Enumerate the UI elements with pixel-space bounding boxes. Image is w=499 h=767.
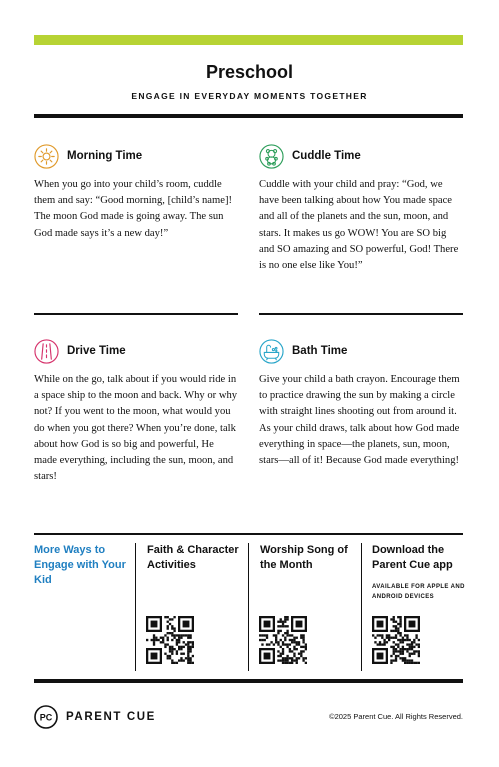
section-body: When you go into your child’s room, cuddle them and say: “Good morning, [child’s name]! The moon God made is going away. The sun God made says it’s a new day!” bbox=[34, 179, 232, 239]
qr-code-worship-song[interactable] bbox=[259, 616, 307, 664]
section-title: Morning Time bbox=[67, 150, 143, 162]
accent-bar bbox=[34, 35, 463, 45]
section-bath-time bbox=[259, 338, 464, 469]
qr-code-faith-character[interactable] bbox=[146, 616, 194, 664]
resource-title: Download the Parent Cue app bbox=[372, 544, 453, 571]
page-subtitle: ENGAGE IN EVERYDAY MOMENTS TOGETHER bbox=[131, 91, 368, 101]
column-divider bbox=[248, 543, 249, 671]
resource-title: Worship Song of the Month bbox=[260, 544, 348, 571]
brand-name: PARENT CUE bbox=[66, 711, 156, 723]
parent-cue-logo bbox=[34, 705, 156, 729]
more-ways-text: More Ways to Engage with Your Kid bbox=[34, 544, 126, 586]
section-divider bbox=[34, 313, 238, 315]
header-divider bbox=[34, 114, 463, 118]
resources-divider bbox=[34, 533, 463, 535]
more-ways-heading bbox=[34, 543, 130, 588]
resource-faith-character[interactable] bbox=[147, 543, 239, 573]
section-title: Drive Time bbox=[67, 345, 126, 357]
sun-icon bbox=[34, 144, 59, 169]
logo-mark-text: PC bbox=[39, 712, 53, 723]
column-divider bbox=[135, 543, 136, 671]
column-divider bbox=[361, 543, 362, 671]
resource-note: AVAILABLE FOR APPLE AND ANDROID DEVICES bbox=[372, 584, 465, 600]
section-body: While on the go, talk about if you would ride in a space ship to the moon and back. Why or why not? If you went to the moon, what would you do when you got there? When you’re done, talk about how God is so big and powerful, He made everything, including the sun, moon, and stars! bbox=[34, 374, 238, 483]
bathtub-icon bbox=[259, 339, 284, 364]
teddy-bear-icon bbox=[259, 144, 284, 169]
resource-title: Faith & Character Activities bbox=[147, 544, 239, 571]
copyright-text: ©2025 Parent Cue. All Rights Reserved. bbox=[329, 712, 463, 721]
resource-worship-song[interactable] bbox=[260, 543, 355, 573]
page-title: Preschool bbox=[205, 62, 294, 82]
section-body: Cuddle with your child and pray: “God, we have been talking about how You made space and all of the planets and the sun, moon, and stars. It makes us go WOW! You are SO big and SO amazing and SO powerful, God! There is no one else like You!” bbox=[259, 179, 459, 272]
road-icon bbox=[34, 339, 59, 364]
section-title: Cuddle Time bbox=[292, 150, 361, 162]
section-body: Give your child a bath crayon. Encourage them to practice drawing the sun by making a circle with straight lines shooting out from around it. As your child draws, talk about how God made everything in space—the planets, sun, moon, stars—all of it! Because God made everything! bbox=[259, 374, 460, 467]
qr-code-download-app[interactable] bbox=[372, 616, 420, 664]
section-divider bbox=[259, 313, 463, 315]
section-morning-time bbox=[34, 143, 239, 242]
footer-divider bbox=[34, 679, 463, 683]
resource-download-app[interactable] bbox=[372, 543, 468, 602]
section-drive-time bbox=[34, 338, 239, 485]
section-cuddle-time bbox=[259, 143, 464, 274]
parent-cue-logo-icon bbox=[34, 705, 58, 729]
section-title: Bath Time bbox=[292, 345, 348, 357]
